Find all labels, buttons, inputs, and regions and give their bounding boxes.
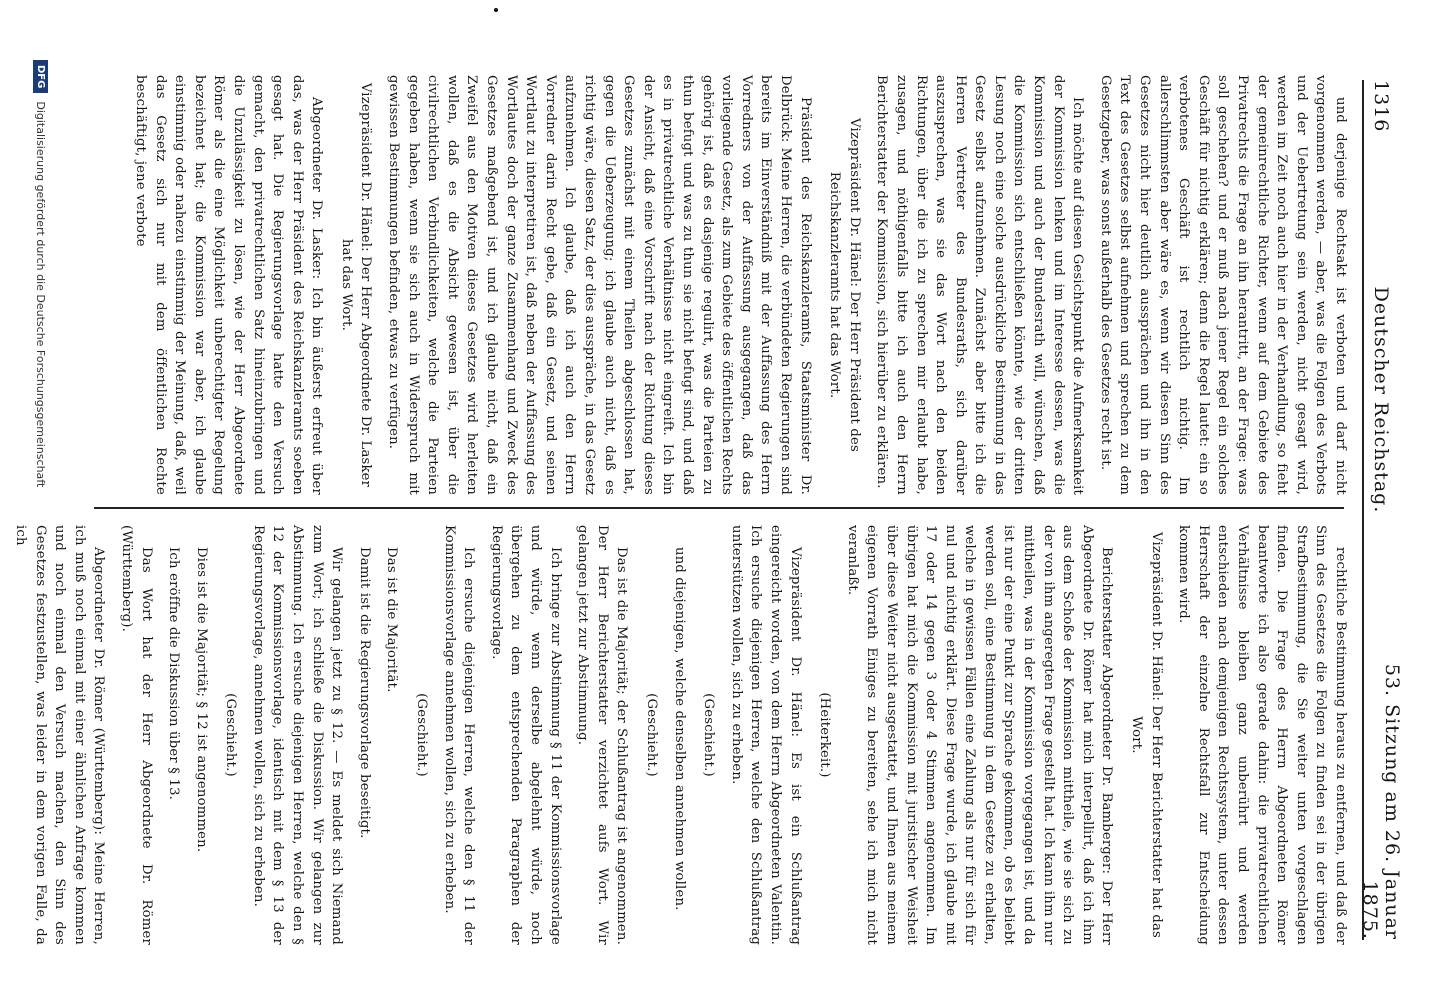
paragraph: Das ist die Majorität; der Schlußantrag ist angenommen. Der Herr Berichterstatter verzichtet aufs Wort. Wir gelangen jetzt zur Abstimmung. (575, 525, 630, 945)
paragraph: Ich ersuche diejenigen Herren, welche den § 11 der Kommissionsvorlage annehmen wollen, sich zu erheben. (441, 525, 477, 945)
paragraph: Ich bringe zur Abstimmung § 11 der Kommissionsvorlage und würde, wenn derselbe abgelehnt würde, noch übergehen zu dem entsprechenden Paragraphen der Regierungsvorlage. (488, 525, 563, 945)
dfg-logo: DFG (33, 60, 48, 93)
paragraph: Abgeordneter Dr. Lasker: Ich bin äußerst erfreut über das, was der Herr Präsident des Reichskanzleramts soeben gesagt hat. Die Regierungsvorlage hatte den Versuch gemacht, den privatrechtlichen Satz hineinzubringen und die Unzulässigkeit zu lösen, wie der Herr Abgeordnete Römer als die eine Möglichkeit unberechtigter Regelung bezeichnet hat; die Kommission war aber, ich glaube einstimmig oder nahezu einstimmig der Meinung, daß, weil das Gesetz sich nur mit dem öffentlichen Rechte beschäftigt, jene verbote (132, 75, 325, 495)
paragraph: Das Wort hat der Herr Abgeordnete Dr. Römer (Württemberg). (118, 525, 154, 945)
column-divider (94, 507, 1344, 509)
speaker-line: (Geschieht.) (701, 693, 717, 777)
paragraph: Präsident des Reichskanzleramts, Staatsminister Dr. Delbrück: Meine Herren, die verbündeten Regierungen sind bereits im Einverständniß mit der Auffassung des Herrn Vorredners von der Auffassung ausgegangen, daß das vorliegende Gesetz, als zum Gebiete des öffentlichen Rechts gehörig ist, daß es dasjenige regulirt, was die Parteien zu thun befugt und was zu thun sie nicht befugt sind, und daß es in privatrechtliche Verhältnisse nicht eingreift. Ich bin der Ansicht, daß eine Vorschrift nach der Richtung dieses Gesetzes zunächst mit einem Theilen abgeschlossen hat, gegen die Ueberzeugung; ich glaube auch nicht, daß es richtig wäre, diesen Satz, der dies ausspräche, in das Gesetz aufzunehmen. Ich glaube, daß ich auch den Herrn Vorredner darin Recht gebe, daß ein Gesetz, und seinen Wortlaut zu interpretiren ist, daß neben der Auffassung des Wortlautes doch der ganze Zusammenhang und Zweck des Gesetzes maßgebend ist, und ich glaube nicht, daß ein Zweifel aus den Motiven dieses Gesetzes wird herleiten wollen, daß es die Absicht gewesen ist, über die civilrechtlichen Verbindlichkeiten, welche die Parteien gegeben haben, wenn sie sich auch in Widerspruch mit gewissen Bestimmungen befinden, etwas zu verfügen. (386, 75, 813, 495)
page-header (1359, 80, 1403, 940)
speaker-line: Vizepräsident Dr. Hänel: Der Herr Präsident des Reichskanzleramts hat das Wort. (827, 117, 862, 453)
session-date: 53. Sitzung am 26. Januar 1875. (1359, 663, 1403, 940)
speaker-line: (Geschieht.) (644, 693, 659, 777)
paragraph: Wir gelangen jetzt zu § 12. — Es meldet sich Niemand zum Wort; ich schließe die Diskussion. Wir gelangen zur Abstimmung. Ich ersuche diejenigen Herren, welche den § 12 der Kommissionsvorlage, identisch mit dem § 13 der Regierungsvorlage, annehmen wollen, sich zu erheben. (250, 525, 345, 945)
right-column (12, 525, 1350, 945)
paragraph: Abgeordneter Dr. Römer (Württemberg): Meine Herren, ich muß noch einmal mit einer ähnlichen Anfrage kommen und noch einmal den Versuch machen, den Sinn des Gesetzes festzustellen, was leider in dem vorigen Falle, da ich (12, 525, 107, 945)
left-column (60, 75, 1350, 495)
paragraph: rechtliche Bestimmung heraus zu entfernen, und daß der Sinn des Gesetzes die Folgen zu finden sei in der übrigen Strafbestimmung, die Sie weiter unten vorgeschlagen finden. Die Frage des Herrn Abgeordneten Römer beantworte ich also gerade dahin: die privatrechtlichen Verhältnisse bleiben ganz unberührt und werden entschieden nach demjenigen Rechtssystem, unter dessen Herrschaft der einzelne Rechtsfall zur Entscheidung kommen wird. (1176, 525, 1348, 945)
page-rotated-content (12, 20, 1410, 980)
paragraph: Ich eröffne die Diskussion über § 13. (166, 547, 182, 801)
paragraph: Ich möchte auf diesen Gesichtspunkt die Aufmerksamkeit der Kommission lenken und im Interesse dessen, was die Kommission und auch der Bundesrath will, wünschen, daß die Kommission sich entschließen könnte, wie der dritten Lesung noch eine solche ausdrückliche Bestimmung in das Gesetz selbst aufzunehmen. Zunächst aber bitte ich die Herren Vertreter des Bundesraths, sich darüber auszusprechen, was sie das Wort nach den beiden Richtungen, über die ich zu sprechen mir erlaubt habe, zusagen, und nöthigenfalls bitte ich auch den Herrn Berichterstatter der Kommission, sich hierüber zu erklären. (874, 75, 1086, 495)
digitization-text: Digitalisierung gefördert durch die Deutsche Forschungsgemeinschaft (34, 101, 47, 488)
page-number: 1316 (1370, 80, 1392, 133)
digitization-note (33, 60, 48, 940)
paragraph: Vizepräsident Dr. Hänel: Es ist ein Schlußantrag eingereicht worden, von dem Herrn Abgeordneten Valentin. Ich ersuche diejenigen Herren, welche den Schlußantrag unterstützen wollen, sich zu erheben. (728, 525, 803, 945)
paragraph: Das ist die Majorität. (384, 547, 400, 693)
speaker-line: Vizepräsident Dr. Hänel: Der Herr Berichterstatter hat das Wort. (1129, 531, 1164, 939)
speaker-line: Vizepräsident Dr. Hänel: Der Herr Abgeordnete Dr. Lasker hat das Wort. (338, 82, 374, 488)
speaker-line: (Geschieht.) (414, 693, 430, 777)
running-title: Deutscher Reichstag. (1370, 286, 1392, 514)
speaker-line: (Heiterkeit.) (817, 692, 833, 778)
speaker-line: (Geschieht.) (223, 693, 239, 777)
scan-speck (494, 8, 498, 12)
paragraph: und derjenige Rechtsakt ist verboten und darf nicht vorgenommen werden, — aber, was die Folgen des Verbots und der Uebertretung sein werden, nicht gesagt wird, werden im Zeit noch auch hier in der Verhandlung, so fieht der gemeinrechtliche Richter, wenn auf dem Gebiete des Privatrechts die Frage an ihn herantritt, an der Frage: was soll geschehen? und er muß nach jener Regel ein solches Geschäft für nichtig erklären; denn die Regel lautet: ein so verbotenes Geschäft ist rechtlich nichtig. Im allerschlimmsten aber wäre es, wenn wir diesen Sinn des Gesetzes nicht hier deutlich aussprächen und ihn in den Text des Gesetzes selbst aufnehmen und sprechen zu dem Gesetzgeber, was sonst außerhalb des Gesetzes recht ist. (1097, 75, 1348, 495)
scanned-page (12, 20, 1410, 980)
paragraph: Dies ist die Majorität; § 12 ist angenommen. (193, 547, 209, 853)
paragraph: Damit ist die Regierungsvorlage beseitigt. (356, 547, 372, 839)
paragraph: und diejenigen, welche denselben annehmen wollen. (671, 547, 687, 911)
paragraph: Berichterstatter Abgeordneter Dr. Bamberger: Der Herr Abgeordnete Dr. Römer hat mich interpellirt, daß ich ihm aus dem Schoße der Kommission mittheile, wie sie sich zu der von ihm angeregten Frage gestellt hat. Ich kann ihm nur mittheilen, was in der Kommission vorgegangen ist, und da ist nur der eine Punkt zur Sprache gekommen, ob es beliebt werden soll, eine Bestimmung in dem Gesetze zu erhalten, welche in gewissen Fällen eine Zahlung als nur für sich für nul und nichtig erklärt. Diese Frage wurde, ich glaube mit 17 oder 14 gegen 3 oder 4 Stimmen angenommen. Im übrigen hat mich die Kommission mit juristischer Weisheit über diese Weiter nicht ausgestattet, und Ihnen aus meinem eigenen Vorrath Einiges zu bereiten, sehe ich mich nicht veranlaßt. (844, 525, 1115, 945)
